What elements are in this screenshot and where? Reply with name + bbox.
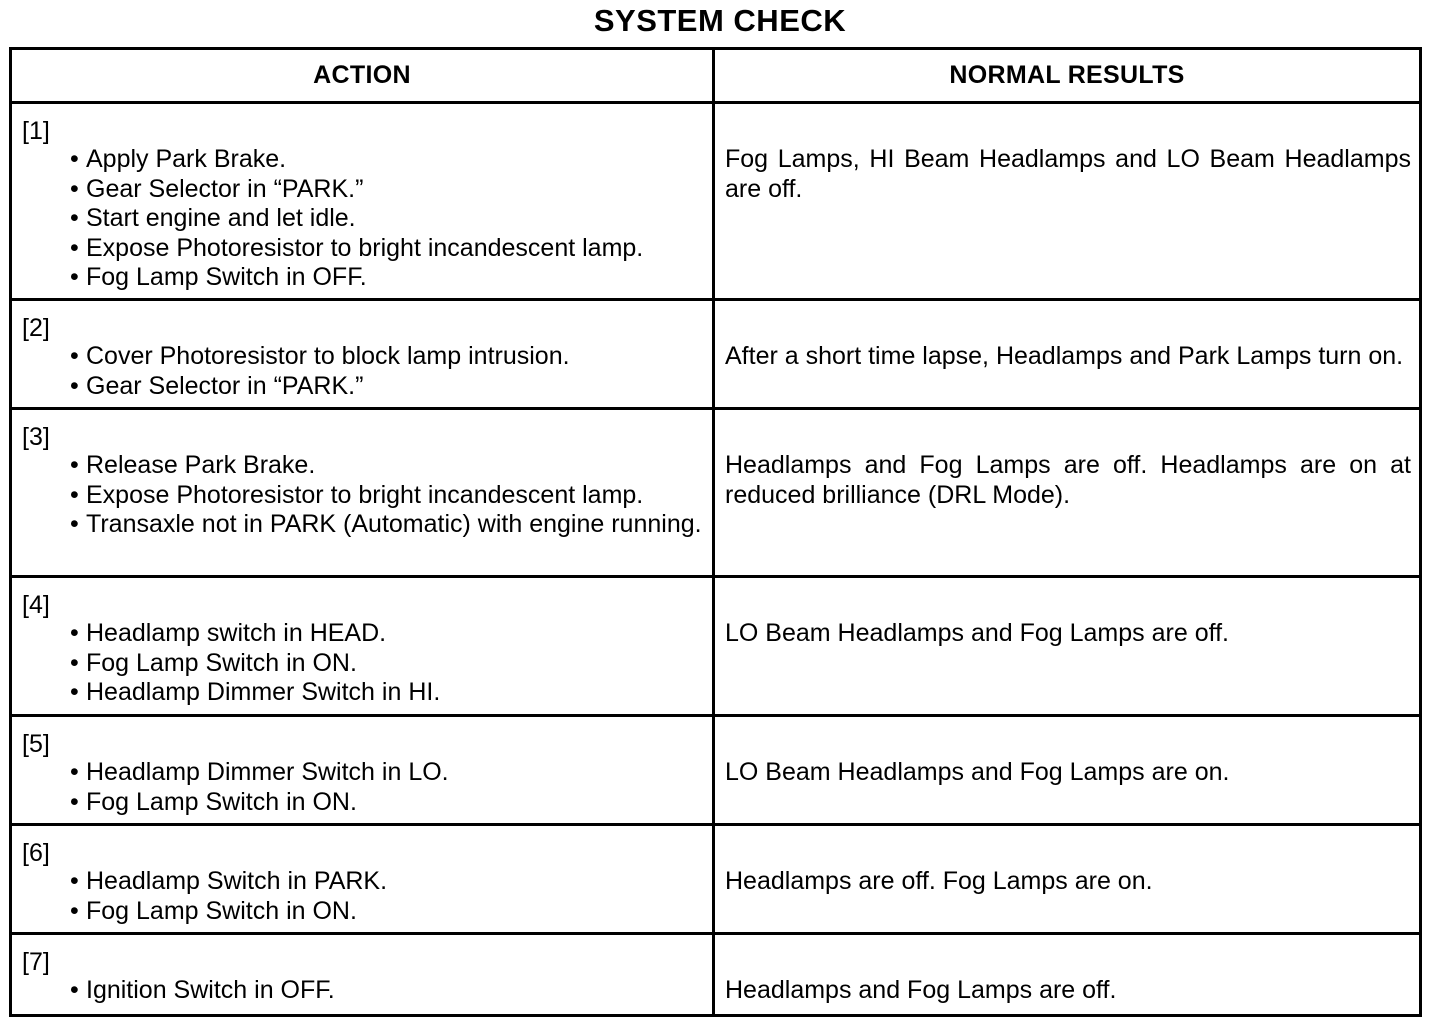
result-cell: Headlamps and Fog Lamps are off. Headlamps are on at reduced brilliance (DRL Mode). bbox=[714, 409, 1421, 577]
action-list bbox=[22, 758, 704, 817]
action-list bbox=[22, 145, 704, 293]
table-row bbox=[11, 577, 1421, 716]
step-label: [2] bbox=[22, 314, 50, 342]
action-list bbox=[22, 451, 704, 540]
result-cell: LO Beam Headlamps and Fog Lamps are off. bbox=[714, 577, 1421, 716]
action-item: • Fog Lamp Switch in ON. bbox=[74, 788, 704, 818]
action-item: • Cover Photoresistor to block lamp intrusion. bbox=[74, 342, 704, 372]
step-label: [4] bbox=[22, 591, 50, 619]
action-cell bbox=[11, 825, 714, 934]
action-cell bbox=[11, 577, 714, 716]
table-row bbox=[11, 934, 1421, 1016]
results-column-header: NORMAL RESULTS bbox=[714, 49, 1421, 103]
action-cell bbox=[11, 300, 714, 409]
action-column-header: ACTION bbox=[11, 49, 714, 103]
action-item: • Ignition Switch in OFF. bbox=[74, 976, 704, 1006]
action-item: • Fog Lamp Switch in ON. bbox=[74, 897, 704, 927]
action-item: • Headlamp switch in HEAD. bbox=[74, 619, 704, 649]
step-label: [5] bbox=[22, 730, 50, 758]
action-item: • Start engine and let idle. bbox=[74, 204, 704, 234]
step-label: [7] bbox=[22, 948, 50, 976]
result-cell: Headlamps are off. Fog Lamps are on. bbox=[714, 825, 1421, 934]
action-cell bbox=[11, 409, 714, 577]
result-cell: LO Beam Headlamps and Fog Lamps are on. bbox=[714, 716, 1421, 825]
action-item: • Transaxle not in PARK (Automatic) with engine running. bbox=[74, 510, 704, 540]
action-cell bbox=[11, 103, 714, 300]
action-list bbox=[22, 342, 704, 401]
action-item: • Gear Selector in “PARK.” bbox=[74, 372, 704, 402]
action-item: • Expose Photoresistor to bright incandescent lamp. bbox=[74, 481, 704, 511]
system-check-table bbox=[9, 47, 1422, 1017]
table-row bbox=[11, 825, 1421, 934]
action-item: • Fog Lamp Switch in ON. bbox=[74, 649, 704, 679]
page-title: SYSTEM CHECK bbox=[593, 3, 847, 38]
action-item: • Headlamp Dimmer Switch in HI. bbox=[74, 678, 704, 708]
step-label: [1] bbox=[22, 117, 50, 145]
table-row bbox=[11, 300, 1421, 409]
header-row bbox=[11, 49, 1421, 103]
result-cell: Headlamps and Fog Lamps are off. bbox=[714, 934, 1421, 1016]
step-label: [6] bbox=[22, 839, 50, 867]
table-row bbox=[11, 716, 1421, 825]
action-list bbox=[22, 976, 704, 1006]
action-list bbox=[22, 867, 704, 926]
action-item: • Apply Park Brake. bbox=[74, 145, 704, 175]
action-list bbox=[22, 619, 704, 708]
result-cell: Fog Lamps, HI Beam Headlamps and LO Beam Headlamps are off. bbox=[714, 103, 1421, 300]
action-item: • Release Park Brake. bbox=[74, 451, 704, 481]
table-row bbox=[11, 409, 1421, 577]
action-item: • Headlamp Dimmer Switch in LO. bbox=[74, 758, 704, 788]
result-cell: After a short time lapse, Headlamps and Park Lamps turn on. bbox=[714, 300, 1421, 409]
action-item: • Expose Photoresistor to bright incandescent lamp. bbox=[74, 234, 704, 264]
action-item: • Fog Lamp Switch in OFF. bbox=[74, 263, 704, 293]
action-cell bbox=[11, 716, 714, 825]
action-item: • Gear Selector in “PARK.” bbox=[74, 175, 704, 205]
action-item: • Headlamp Switch in PARK. bbox=[74, 867, 704, 897]
step-label: [3] bbox=[22, 423, 50, 451]
table-row bbox=[11, 103, 1421, 300]
action-cell bbox=[11, 934, 714, 1016]
